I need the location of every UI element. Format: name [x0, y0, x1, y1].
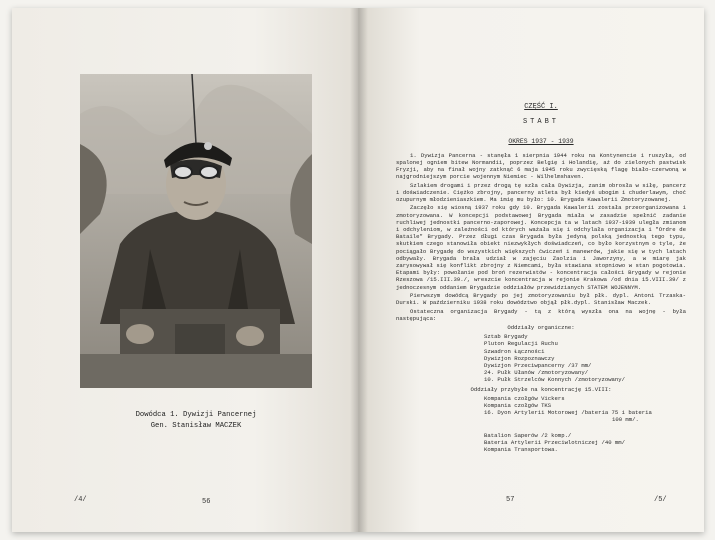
list-item: Pluton Regulacji Ruchu: [484, 340, 558, 348]
list-item: Sztab Brygady: [484, 333, 528, 341]
list-item: Dywizjon Przeciwpancerny /37 mm/: [484, 362, 592, 370]
paragraph: 1. Dywizja Pancerna - stanęła 1 sierpnia 1944 roku na Kontynencie i ruszyła, od spalonej ogniem bitew Normandii, poprzez Belgię i Holandię, aż do zielonych pastwisk Fryzji, aby na finał wojny zatknąć 6 maja 1945 roku zwycięską flagę biało-czerwoną w najgrodniejszym porcie wojennym Niemiec - Wilhelmshaven.: [396, 151, 686, 181]
right-page: [358, 8, 704, 532]
paragraph: Zaczęło się wiosną 1937 roku gdy 10. Brygada Kawalerii została przeorganizowana i zmotoryzowana. W koncepcji podstawowej Brygada miała w zasadzie spełnić zadanie ruchliwej jednostki pancerno-zaporowej. Koncepcja ta w latach 1937-1939 uległa zmianom i odchyleniom, w zależności od których ważała się i odchylała organizacja i "Ordre de Bataile" Brygady. Przez długi czas Brygada była jedyną polską jednostką tego typu, skutkiem czego stanowiła obiekt niezwykłych doświadczeń, co było korzystnym o tyle, że pociągało Brygadę do wszystkich większych ćwiczeń i manewrów, jakie się w tych latach odbywały. Brygada brała udział w zajęciu Zaolzia i Jaworzyny, a w miarę jak zarysowywał się konflikt zbrojny z Niemcami, była stawiana stopniowo w stan pogotowia. Etapami były: powołanie pod broń rezerwistów - koncentracja całości Brygady w rejonie Rzeszowa /15.III.39./, wreszcie koncentracja w rejonie Krakowa /od dnia 15.VIII.39/ z jednoczesnym oddaniem Brygadzie oddziałów przewidzianych STATEM WOJENNYM.: [396, 204, 686, 291]
paragraph: Pierwszym dowódcą Brygady po jej zmotoryzowaniu był płk. dypl. Antoni Trzaska-Durski. W październiku 1938 roku dowództwo objął płk.dypl. Stanisław Maczek.: [396, 292, 686, 307]
other-units-list: [396, 432, 686, 454]
org-units-heading: Oddziały organiczne:: [507, 324, 575, 332]
list-item: 24. Pułk Ułanów /zmotoryzowany/: [484, 369, 589, 377]
left-page: [12, 8, 358, 532]
list-item: 10. Pułk Strzelców Konnych /zmotoryzowany/: [484, 376, 625, 384]
paragraph: Ostateczna organizacja Brygady - tą z którą wyszła ona na wojnę - była następująca:: [396, 307, 686, 322]
list-item: Kompania czołgów TKS: [484, 402, 552, 410]
list-item: Batalion Saperów /2 komp./: [484, 431, 572, 439]
book-gutter: [350, 8, 368, 532]
list-item: Szwadron Łączności: [484, 347, 545, 355]
right-page-mark: /5/: [654, 496, 667, 504]
photo-caption: [80, 410, 312, 432]
caption-title: Dowódca 1. Dywizji Pancernej: [135, 411, 257, 419]
paragraph: Szlakiem drogami i przez drogą tę szła cała Dywizja, zanim obrosła w siłę, pancerz i doświadczenie. Ciężko zbrojny, pancerny atleta był kiedyś ubogim i chuderlawym, choć ozupurnym młodzieniaszkiem. Ma imię mu było: 10. Brygada Kawalerii Zmotoryzowanej.: [396, 181, 686, 204]
left-page-mark: /4/: [74, 496, 87, 504]
portrait-photo: [80, 74, 312, 388]
list-item: Dywizjon Rozpoznawczy: [484, 354, 555, 362]
attached-units-heading: Oddziały przybyłe na koncentrację 15.VIII:: [470, 385, 612, 393]
right-page-number: 57: [506, 496, 515, 504]
list-item: 100 mm/.: [612, 416, 639, 424]
period-heading: OKRES 1937 - 1939: [508, 138, 574, 146]
section-heading: STABT: [522, 118, 559, 127]
attached-units-list: [396, 395, 686, 424]
part-heading: CZĘŚĆ I.: [524, 103, 558, 111]
list-item: Kompania czołgów Vickers: [484, 394, 565, 402]
right-page-text: [396, 104, 686, 455]
list-item: 16. Dyon Artylerii Motorowej /bateria 75 i bateria: [484, 409, 652, 417]
left-page-number: 56: [202, 498, 211, 506]
caption-name: Gen. Stanisław MACZEK: [150, 422, 242, 430]
list-item: Bateria Artylerii Przeciwlotniczej /40 mm/: [484, 438, 625, 446]
list-item: Kompania Transportowa.: [484, 446, 558, 454]
book-spread: [12, 8, 704, 532]
org-units-list: [396, 333, 686, 383]
